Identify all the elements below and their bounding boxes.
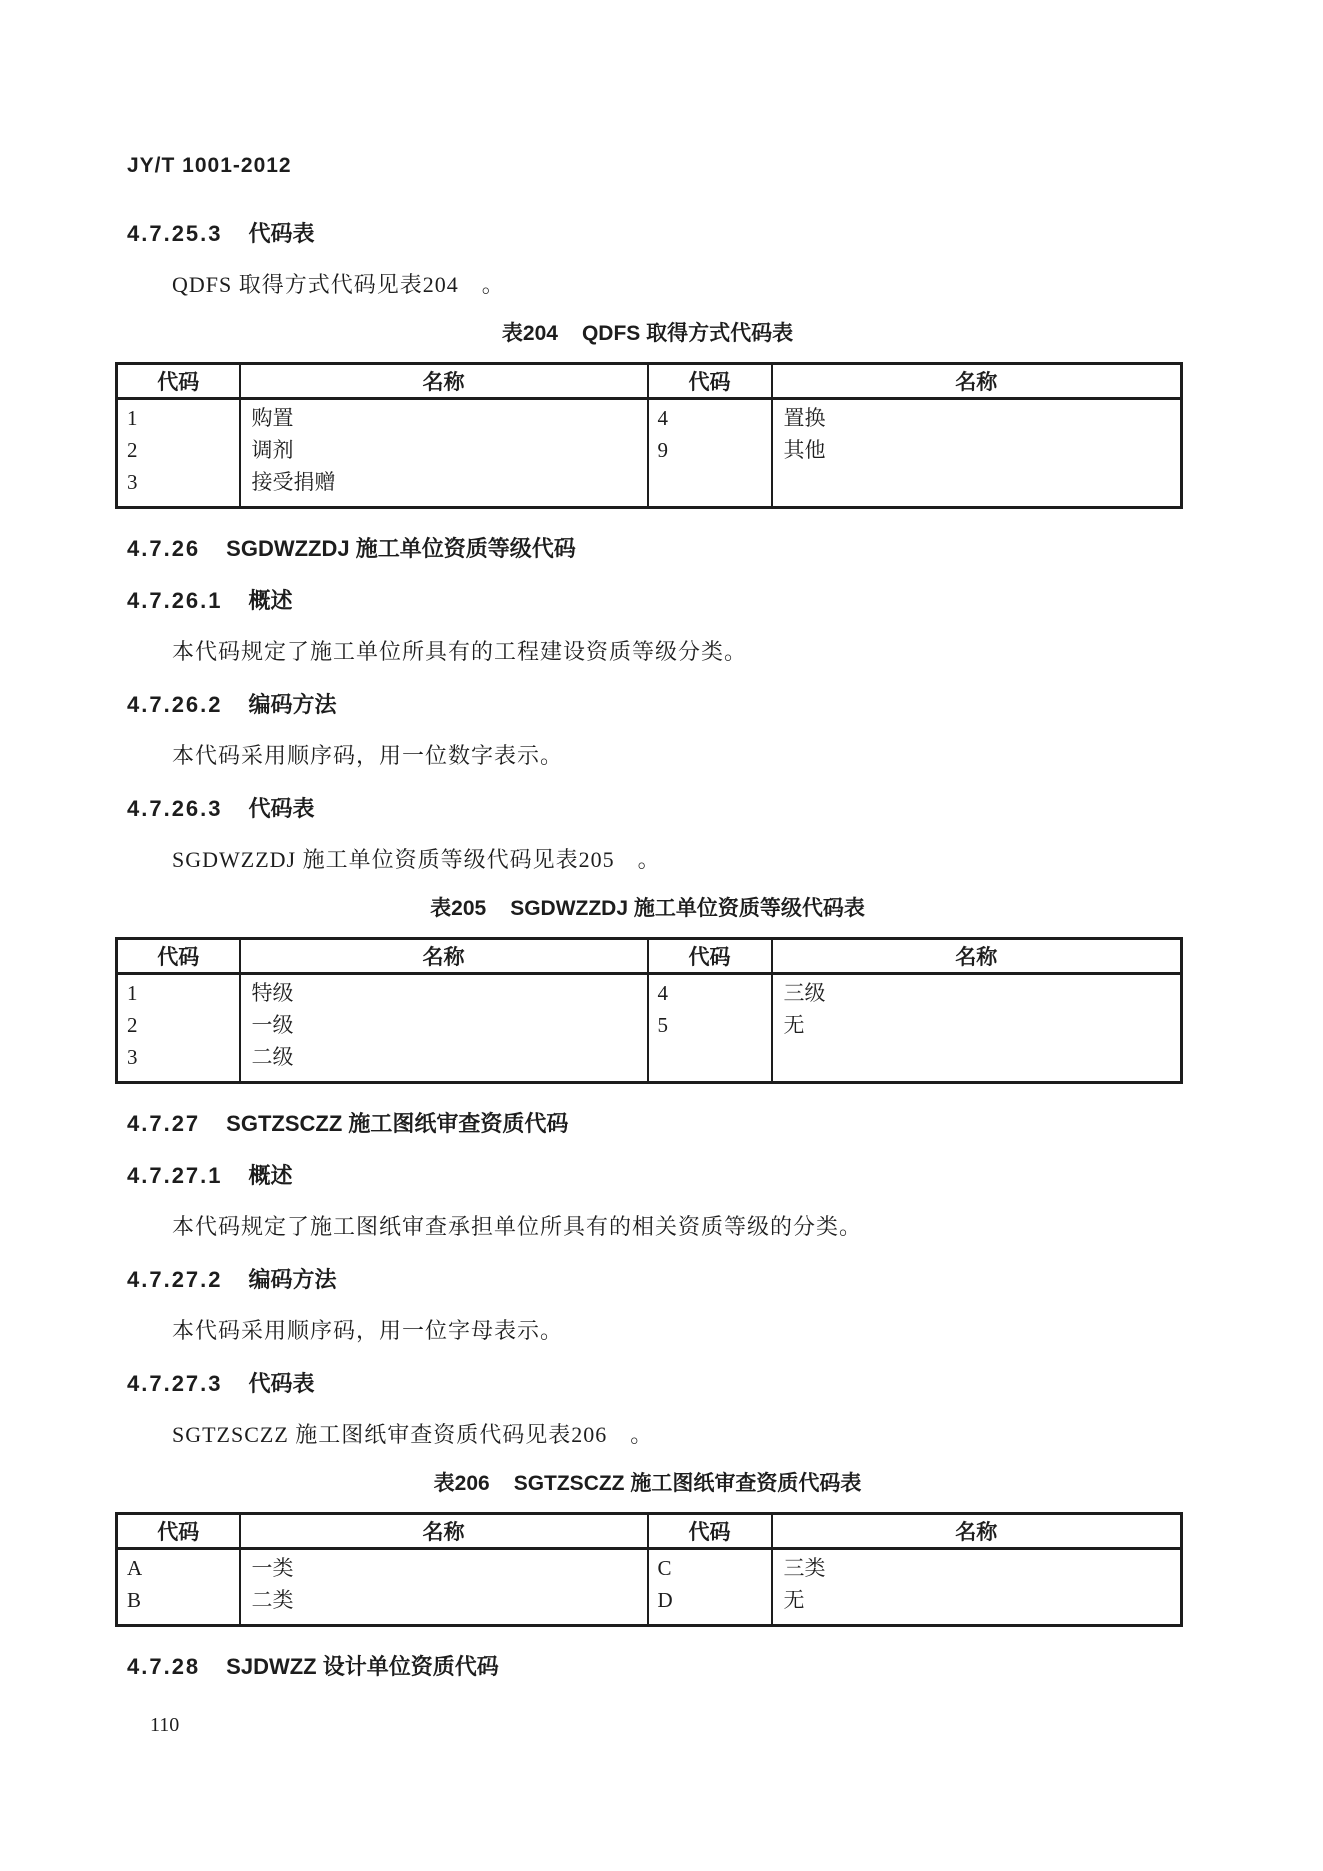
heading-title: SJDWZZ 设计单位资质代码 [226, 1654, 499, 1679]
heading-number: 4.7.28 [127, 1654, 201, 1679]
code-table-205 [115, 937, 1183, 1084]
table-cell-line: 购置 [251, 406, 294, 430]
code-table-206 [115, 1512, 1183, 1627]
table-cell-line: 1 [127, 981, 138, 1005]
table-header-row [117, 939, 1182, 974]
table-cell-line: 3 [127, 470, 138, 494]
paragraph-table206-ref: SGTZSCZZ 施工图纸审查资质代码见表206 。 [172, 1422, 654, 1447]
name-cell-left [240, 1549, 648, 1626]
heading-4-7-26-2 [127, 691, 1180, 719]
table-header-code-right: 代码 [648, 364, 772, 399]
code-cell-left [117, 974, 240, 1083]
table-header-code-right: 代码 [648, 1514, 772, 1549]
heading-4-7-27-1 [127, 1162, 1180, 1190]
table-cell-line: 一级 [251, 1013, 294, 1037]
table-header-code-left: 代码 [117, 364, 240, 399]
standard-code: JY/T 1001-2012 [127, 154, 292, 177]
heading-4-7-27-2 [127, 1266, 1180, 1294]
table-body [117, 974, 1182, 1083]
table-header-code-left: 代码 [117, 1514, 240, 1549]
heading-4-7-27-3 [127, 1370, 1180, 1398]
heading-4-7-26-3 [127, 795, 1180, 823]
table-header-name-left: 名称 [240, 1514, 648, 1549]
table-cell-line: 三级 [783, 981, 826, 1005]
table-cell-line: A [127, 1556, 143, 1580]
heading-title: 概述 [248, 1163, 293, 1188]
code-table-204 [115, 362, 1183, 509]
table-cell-line: 2 [127, 438, 138, 462]
table-header-row [117, 1514, 1182, 1549]
heading-title: 代码表 [248, 1371, 315, 1396]
heading-title: 编码方法 [248, 1267, 337, 1292]
table-cell-line: 无 [783, 1588, 805, 1612]
table-header-name-left: 名称 [240, 364, 648, 399]
heading-title: SGTZSCZZ 施工图纸审查资质代码 [226, 1111, 569, 1136]
table-caption-title: SGDWZZDJ 施工单位资质等级代码表 [510, 897, 865, 920]
table-cell-line: 二级 [251, 1045, 294, 1069]
paragraph-4-7-26-method: 本代码采用顺序码，用一位数字表示。 [172, 743, 564, 768]
heading-number: 4.7.26.2 [127, 692, 223, 717]
table-body [117, 399, 1182, 508]
table-header-code-left: 代码 [117, 939, 240, 974]
heading-number: 4.7.27.3 [127, 1371, 223, 1396]
heading-number: 4.7.26.1 [127, 588, 223, 613]
heading-title: 概述 [248, 588, 293, 613]
table-cell-line: 4 [657, 981, 668, 1005]
table-cell-line: 二类 [251, 1588, 294, 1612]
table-cell-line: 调剂 [251, 438, 294, 462]
heading-number: 4.7.27.2 [127, 1267, 223, 1292]
heading-title: 代码表 [248, 796, 315, 821]
table-body [117, 1549, 1182, 1626]
paragraph-4-7-27-method: 本代码采用顺序码，用一位字母表示。 [172, 1318, 564, 1343]
name-cell-right [772, 974, 1182, 1083]
code-cell-right [648, 974, 772, 1083]
table-header-row [117, 364, 1182, 399]
table-caption-206 [115, 1470, 1180, 1498]
table-caption-label: 表205 [430, 897, 487, 920]
page-number: 110 [150, 1714, 180, 1736]
table-header-name-right: 名称 [772, 364, 1182, 399]
paragraph-4-7-26-overview: 本代码规定了施工单位所具有的工程建设资质等级分类。 [172, 639, 748, 664]
paragraph-table204-ref: QDFS 取得方式代码见表204 。 [172, 272, 505, 297]
heading-4-7-27 [127, 1110, 1180, 1138]
table-cell-line: C [657, 1556, 672, 1580]
heading-number: 4.7.27 [127, 1111, 201, 1136]
code-cell-right [648, 399, 772, 508]
heading-number: 4.7.26.3 [127, 796, 223, 821]
table-cell-line: 三类 [783, 1556, 826, 1580]
table-caption-205 [115, 895, 1180, 923]
table-caption-label: 表204 [501, 322, 558, 345]
heading-number: 4.7.27.1 [127, 1163, 223, 1188]
table-cell-line: 3 [127, 1045, 138, 1069]
table-cell-line: 4 [657, 406, 668, 430]
heading-title: 编码方法 [248, 692, 337, 717]
name-cell-left [240, 399, 648, 508]
heading-number: 4.7.26 [127, 536, 201, 561]
table-header-name-right: 名称 [772, 1514, 1182, 1549]
table-caption-204 [115, 320, 1180, 348]
heading-number: 4.7.25.3 [127, 221, 223, 246]
paragraph-table205-ref: SGDWZZDJ 施工单位资质等级代码见表205 。 [172, 847, 661, 872]
name-cell-left [240, 974, 648, 1083]
table-cell-line: 无 [783, 1013, 805, 1037]
table-cell-line: D [657, 1588, 673, 1612]
table-cell-line: B [127, 1588, 142, 1612]
table-cell-line: 特级 [251, 981, 294, 1005]
heading-title: 代码表 [248, 221, 315, 246]
heading-4-7-25-3 [127, 220, 1180, 248]
table-cell-line: 2 [127, 1013, 138, 1037]
table-cell-line: 其他 [783, 438, 826, 462]
table-cell-line: 置换 [783, 406, 826, 430]
name-cell-right [772, 1549, 1182, 1626]
table-header-name-left: 名称 [240, 939, 648, 974]
table-caption-title: QDFS 取得方式代码表 [581, 322, 794, 345]
heading-4-7-28 [127, 1653, 1180, 1681]
table-header-name-right: 名称 [772, 939, 1182, 974]
table-cell-line: 5 [657, 1013, 668, 1037]
table-cell-line: 1 [127, 406, 138, 430]
table-caption-title: SGTZSCZZ 施工图纸审查资质代码表 [513, 1472, 862, 1495]
table-cell-line: 9 [657, 438, 668, 462]
table-header-code-right: 代码 [648, 939, 772, 974]
name-cell-right [772, 399, 1182, 508]
code-cell-left [117, 1549, 240, 1626]
heading-4-7-26 [127, 535, 1180, 563]
code-cell-left [117, 399, 240, 508]
heading-4-7-26-1 [127, 587, 1180, 615]
table-cell-line: 一类 [251, 1556, 294, 1580]
table-caption-label: 表206 [433, 1472, 490, 1495]
paragraph-4-7-27-overview: 本代码规定了施工图纸审查承担单位所具有的相关资质等级的分类。 [172, 1214, 863, 1239]
table-cell-line: 接受捐赠 [251, 470, 336, 494]
code-cell-right [648, 1549, 772, 1626]
heading-title: SGDWZZDJ 施工单位资质等级代码 [226, 536, 576, 561]
